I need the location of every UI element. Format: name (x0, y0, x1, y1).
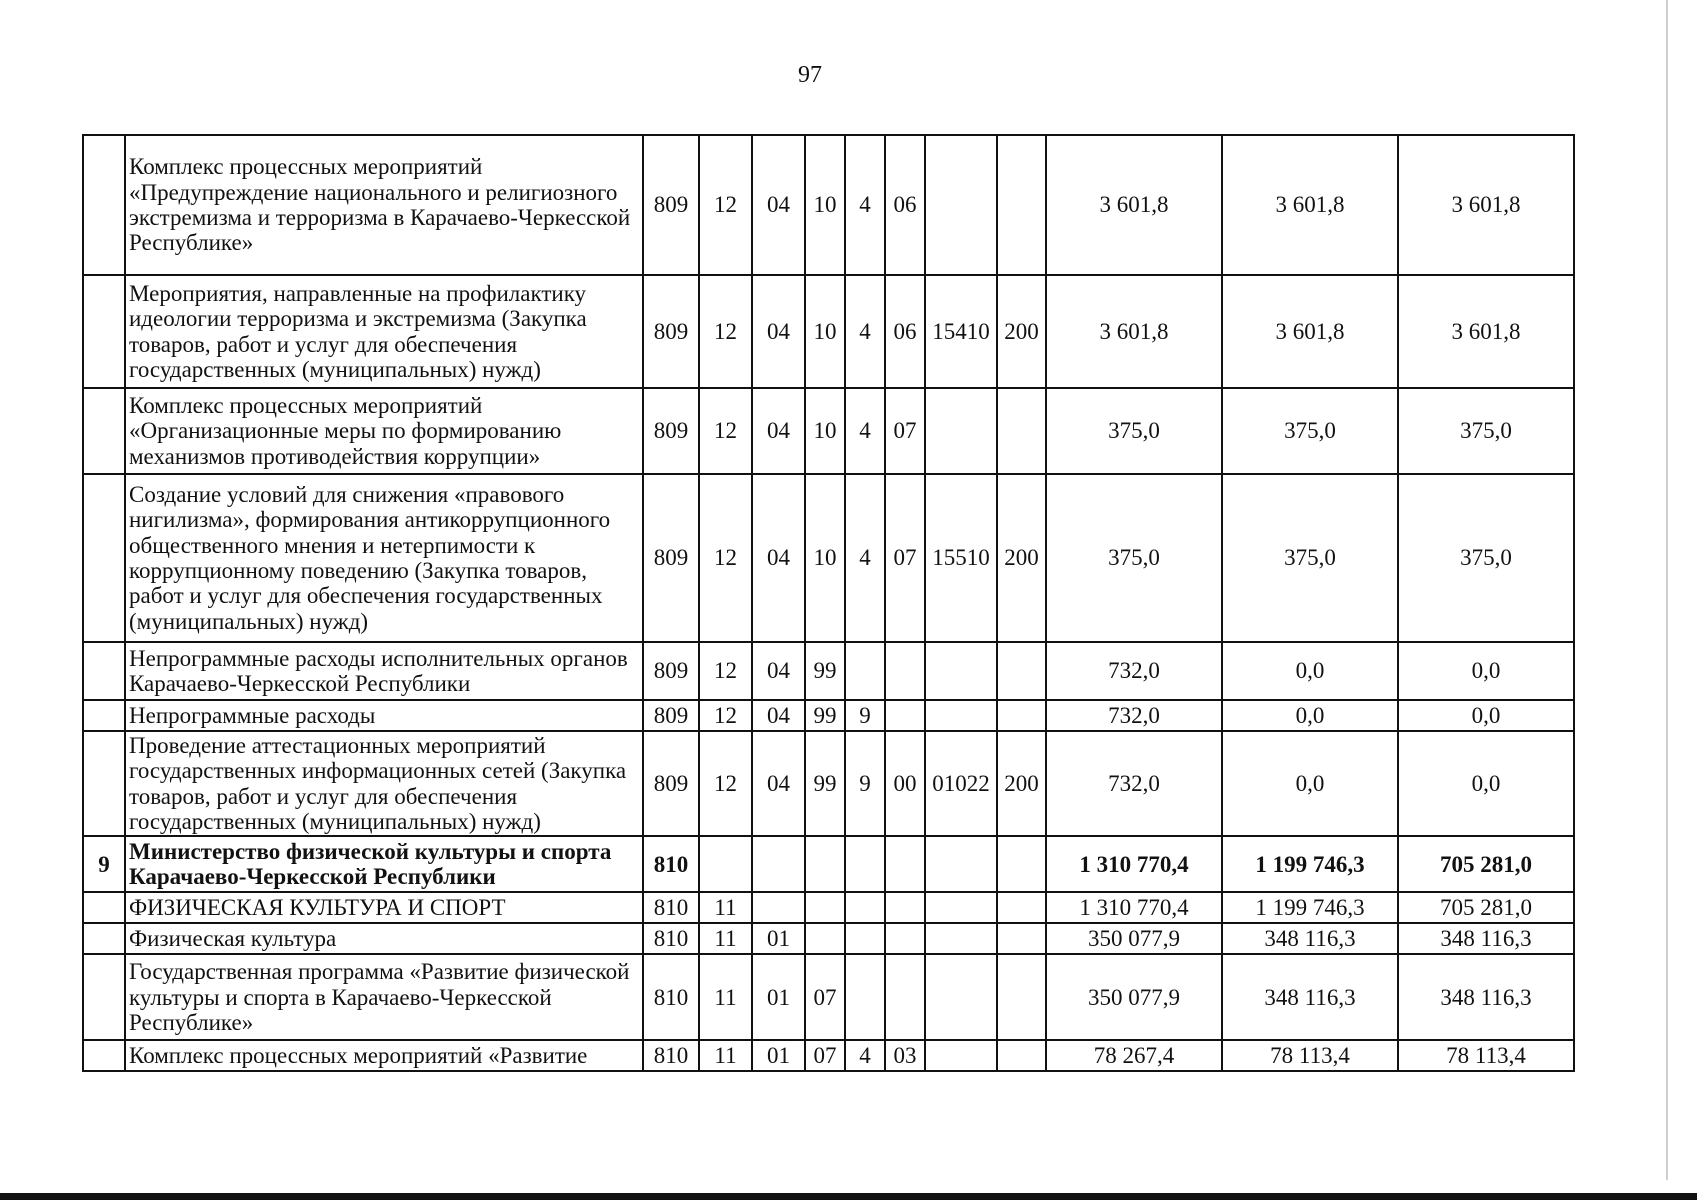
code-subsection: 04 (752, 642, 805, 700)
amount-year-1: 350 077,9 (1046, 954, 1222, 1040)
code-program (805, 923, 845, 954)
code-subsection: 01 (752, 1040, 805, 1071)
scan-edge-line (1666, 0, 1668, 1180)
amount-year-3: 375,0 (1398, 474, 1574, 642)
amount-year-3: 705 281,0 (1398, 836, 1574, 892)
amount-year-1: 1 310 770,4 (1046, 836, 1222, 892)
code-expense-type: 200 (997, 275, 1046, 388)
code-program: 99 (805, 731, 845, 836)
code-subsection (752, 892, 805, 923)
row-number (83, 923, 125, 954)
code-expense-type (997, 642, 1046, 700)
code-subprogram (885, 923, 925, 954)
row-name: Создание условий для снижения «правового нигилизма», формирования антикоррупционного общественного мнения и нетерпимости к коррупционному поведению (Закупка товаров, работ и услуг для обеспечения государственных (муниципальных) нужд) (125, 474, 643, 642)
row-number: 9 (83, 836, 125, 892)
code-ministry: 809 (643, 388, 699, 474)
amount-year-3: 375,0 (1398, 388, 1574, 474)
code-program: 99 (805, 642, 845, 700)
code-ministry: 810 (643, 1040, 699, 1071)
table-row (83, 892, 1574, 923)
amount-year-1: 3 601,8 (1046, 135, 1222, 275)
amount-year-2: 1 199 746,3 (1222, 836, 1398, 892)
code-ministry: 810 (643, 836, 699, 892)
code-section: 12 (699, 700, 752, 731)
code-type (845, 892, 885, 923)
code-subprogram: 07 (885, 474, 925, 642)
code-subsection: 04 (752, 731, 805, 836)
code-expense-type (997, 836, 1046, 892)
code-section: 12 (699, 474, 752, 642)
code-direction: 01022 (925, 731, 997, 836)
amount-year-2: 3 601,8 (1222, 135, 1398, 275)
row-number (83, 135, 125, 275)
code-direction (925, 892, 997, 923)
code-ministry: 809 (643, 700, 699, 731)
code-subsection: 04 (752, 388, 805, 474)
code-subsection: 04 (752, 700, 805, 731)
amount-year-2: 0,0 (1222, 731, 1398, 836)
code-direction (925, 923, 997, 954)
code-subprogram (885, 954, 925, 1040)
amount-year-1: 3 601,8 (1046, 275, 1222, 388)
table-row (83, 388, 1574, 474)
amount-year-3: 3 601,8 (1398, 275, 1574, 388)
table-row (83, 954, 1574, 1040)
amount-year-2: 375,0 (1222, 474, 1398, 642)
code-section: 12 (699, 135, 752, 275)
row-name: Непрограммные расходы исполнительных органов Карачаево-Черкесской Республики (125, 642, 643, 700)
amount-year-2: 3 601,8 (1222, 275, 1398, 388)
code-expense-type (997, 1040, 1046, 1071)
code-program: 10 (805, 474, 845, 642)
code-subprogram: 07 (885, 388, 925, 474)
code-subprogram (885, 836, 925, 892)
code-subsection (752, 836, 805, 892)
amount-year-1: 350 077,9 (1046, 923, 1222, 954)
code-program: 07 (805, 1040, 845, 1071)
code-ministry: 809 (643, 474, 699, 642)
code-expense-type (997, 892, 1046, 923)
code-section: 12 (699, 642, 752, 700)
code-expense-type (997, 135, 1046, 275)
code-type (845, 642, 885, 700)
row-number (83, 954, 125, 1040)
table-row (83, 923, 1574, 954)
amount-year-1: 732,0 (1046, 731, 1222, 836)
code-subsection: 01 (752, 954, 805, 1040)
code-subsection: 01 (752, 923, 805, 954)
amount-year-2: 375,0 (1222, 388, 1398, 474)
code-direction (925, 836, 997, 892)
row-name: Проведение аттестационных мероприятий государственных информационных сетей (Закупка товаров, работ и услуг для обеспечения государственных (муниципальных) нужд) (125, 731, 643, 836)
code-program (805, 836, 845, 892)
code-ministry: 810 (643, 923, 699, 954)
code-direction (925, 700, 997, 731)
row-number (83, 892, 125, 923)
budget-table (82, 134, 1575, 1072)
amount-year-3: 0,0 (1398, 642, 1574, 700)
code-section: 11 (699, 954, 752, 1040)
code-subprogram (885, 700, 925, 731)
amount-year-2: 0,0 (1222, 642, 1398, 700)
code-expense-type (997, 923, 1046, 954)
amount-year-3: 348 116,3 (1398, 954, 1574, 1040)
amount-year-3: 348 116,3 (1398, 923, 1574, 954)
table-row (83, 275, 1574, 388)
code-expense-type: 200 (997, 731, 1046, 836)
row-number (83, 474, 125, 642)
code-expense-type (997, 954, 1046, 1040)
row-name: Непрограммные расходы (125, 700, 643, 731)
amount-year-1: 78 267,4 (1046, 1040, 1222, 1071)
amount-year-2: 0,0 (1222, 700, 1398, 731)
amount-year-3: 0,0 (1398, 731, 1574, 836)
amount-year-1: 1 310 770,4 (1046, 892, 1222, 923)
code-type: 4 (845, 1040, 885, 1071)
code-subsection: 04 (752, 275, 805, 388)
code-program: 07 (805, 954, 845, 1040)
code-subsection: 04 (752, 474, 805, 642)
row-number (83, 275, 125, 388)
row-name: Мероприятия, направленные на профилактику идеологии терроризма и экстремизма (Закупка товаров, работ и услуг для обеспечения государственных (муниципальных) нужд) (125, 275, 643, 388)
code-type (845, 923, 885, 954)
row-number (83, 700, 125, 731)
row-name: Комплекс процессных мероприятий «Организационные меры по формированию механизмов противодействия коррупции» (125, 388, 643, 474)
code-subprogram: 06 (885, 135, 925, 275)
code-direction (925, 388, 997, 474)
code-type: 4 (845, 388, 885, 474)
table-body (83, 135, 1574, 1071)
table-row (83, 731, 1574, 836)
code-section: 11 (699, 892, 752, 923)
code-subsection: 04 (752, 135, 805, 275)
amount-year-3: 3 601,8 (1398, 135, 1574, 275)
amount-year-2: 1 199 746,3 (1222, 892, 1398, 923)
row-name: Физическая культура (125, 923, 643, 954)
table-row (83, 135, 1574, 275)
code-direction (925, 1040, 997, 1071)
code-direction (925, 135, 997, 275)
code-program: 10 (805, 275, 845, 388)
code-section: 11 (699, 923, 752, 954)
amount-year-3: 0,0 (1398, 700, 1574, 731)
row-name: Государственная программа «Развитие физической культуры и спорта в Карачаево-Черкесской Республике» (125, 954, 643, 1040)
code-type (845, 954, 885, 1040)
code-ministry: 809 (643, 275, 699, 388)
code-section: 12 (699, 275, 752, 388)
code-expense-type: 200 (997, 474, 1046, 642)
code-type: 9 (845, 731, 885, 836)
code-direction: 15510 (925, 474, 997, 642)
code-expense-type (997, 700, 1046, 731)
amount-year-3: 78 113,4 (1398, 1040, 1574, 1071)
code-ministry: 810 (643, 892, 699, 923)
code-section: 12 (699, 388, 752, 474)
code-expense-type (997, 388, 1046, 474)
row-name: Министерство физической культуры и спорта Карачаево-Черкесской Республики (125, 836, 643, 892)
code-type: 4 (845, 275, 885, 388)
row-number (83, 642, 125, 700)
amount-year-3: 705 281,0 (1398, 892, 1574, 923)
amount-year-1: 732,0 (1046, 700, 1222, 731)
code-ministry: 809 (643, 731, 699, 836)
amount-year-1: 375,0 (1046, 388, 1222, 474)
amount-year-1: 732,0 (1046, 642, 1222, 700)
amount-year-1: 375,0 (1046, 474, 1222, 642)
table-row (83, 642, 1574, 700)
code-program (805, 892, 845, 923)
code-subprogram: 06 (885, 275, 925, 388)
amount-year-2: 348 116,3 (1222, 923, 1398, 954)
code-section: 11 (699, 1040, 752, 1071)
code-subprogram: 00 (885, 731, 925, 836)
row-number (83, 1040, 125, 1071)
code-ministry: 809 (643, 135, 699, 275)
table-row (83, 474, 1574, 642)
row-name: Комплекс процессных мероприятий «Предупреждение национального и религиозного экстремизма и терроризма в Карачаево-Черкесской Республике» (125, 135, 643, 275)
amount-year-2: 78 113,4 (1222, 1040, 1398, 1071)
page-number: 97 (798, 62, 822, 88)
code-type: 9 (845, 700, 885, 731)
code-direction: 15410 (925, 275, 997, 388)
code-ministry: 810 (643, 954, 699, 1040)
code-ministry: 809 (643, 642, 699, 700)
row-number (83, 388, 125, 474)
amount-year-2: 348 116,3 (1222, 954, 1398, 1040)
code-type: 4 (845, 474, 885, 642)
code-program: 99 (805, 700, 845, 731)
code-type: 4 (845, 135, 885, 275)
table-row (83, 836, 1574, 892)
row-name: ФИЗИЧЕСКАЯ КУЛЬТУРА И СПОРТ (125, 892, 643, 923)
code-program: 10 (805, 135, 845, 275)
code-section: 12 (699, 731, 752, 836)
code-subprogram (885, 892, 925, 923)
row-number (83, 731, 125, 836)
code-section (699, 836, 752, 892)
table-row (83, 700, 1574, 731)
code-type (845, 836, 885, 892)
code-direction (925, 642, 997, 700)
scan-bottom-border (0, 1193, 1697, 1200)
code-subprogram: 03 (885, 1040, 925, 1071)
code-subprogram (885, 642, 925, 700)
table-row (83, 1040, 1574, 1071)
row-name: Комплекс процессных мероприятий «Развитие (125, 1040, 643, 1071)
code-direction (925, 954, 997, 1040)
code-program: 10 (805, 388, 845, 474)
